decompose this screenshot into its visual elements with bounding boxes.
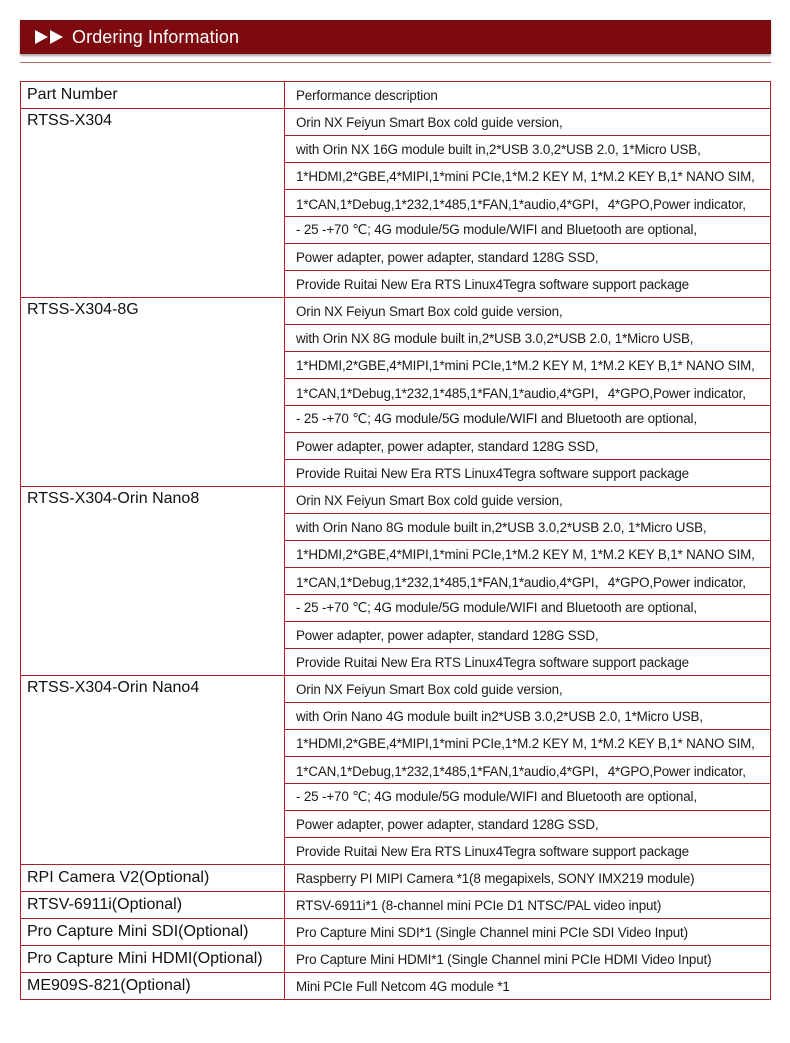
description-cell: with Orin NX 8G module built in,2*USB 3.0,2*USB 2.0, 1*Micro USB, xyxy=(285,325,771,352)
description-cell: 1*CAN,1*Debug,1*232,1*485,1*FAN,1*audio,4*GPI，4*GPO,Power indicator, xyxy=(285,190,771,217)
description-cell: 1*CAN,1*Debug,1*232,1*485,1*FAN,1*audio,4*GPI，4*GPO,Power indicator, xyxy=(285,379,771,406)
part-number-cell: RTSS-X304-Orin Nano8 xyxy=(21,487,285,676)
description-cell: 1*CAN,1*Debug,1*232,1*485,1*FAN,1*audio,4*GPI，4*GPO,Power indicator, xyxy=(285,757,771,784)
description-cell: Power adapter, power adapter, standard 128G SSD, xyxy=(285,811,771,838)
description-cell: 1*HDMI,2*GBE,4*MIPI,1*mini PCIe,1*M.2 KEY M, 1*M.2 KEY B,1* NANO SIM, xyxy=(285,163,771,190)
part-number-cell: ME909S-821(Optional) xyxy=(21,973,285,1000)
description-cell: Power adapter, power adapter, standard 128G SSD, xyxy=(285,622,771,649)
column-header-description: Performance description xyxy=(285,82,771,109)
description-cell: 1*HDMI,2*GBE,4*MIPI,1*mini PCIe,1*M.2 KEY M, 1*M.2 KEY B,1* NANO SIM, xyxy=(285,541,771,568)
description-cell: Power adapter, power adapter, standard 128G SSD, xyxy=(285,433,771,460)
part-number-cell: Pro Capture Mini HDMI(Optional) xyxy=(21,946,285,973)
description-cell: - 25 -+70 ℃; 4G module/5G module/WIFI and Bluetooth are optional, xyxy=(285,406,771,433)
description-cell: Provide Ruitai New Era RTS Linux4Tegra software support package xyxy=(285,460,771,487)
part-number-cell: RTSS-X304-Orin Nano4 xyxy=(21,676,285,865)
description-cell: with Orin Nano 8G module built in,2*USB 3.0,2*USB 2.0, 1*Micro USB, xyxy=(285,514,771,541)
section-title: Ordering Information xyxy=(72,26,240,47)
description-cell: Pro Capture Mini HDMI*1 (Single Channel mini PCIe HDMI Video Input) xyxy=(285,946,771,973)
table-row xyxy=(21,676,771,703)
table-row xyxy=(21,487,771,514)
description-cell: - 25 -+70 ℃; 4G module/5G module/WIFI and Bluetooth are optional, xyxy=(285,595,771,622)
description-cell: with Orin Nano 4G module built in2*USB 3.0,2*USB 2.0, 1*Micro USB, xyxy=(285,703,771,730)
double-arrow-right-icon xyxy=(35,30,65,44)
column-header-part-number: Part Number xyxy=(21,82,285,109)
table-row xyxy=(21,919,771,946)
table-row xyxy=(21,109,771,136)
part-number-cell: RPI Camera V2(Optional) xyxy=(21,865,285,892)
part-number-cell: RTSV-6911i(Optional) xyxy=(21,892,285,919)
description-cell: 1*HDMI,2*GBE,4*MIPI,1*mini PCIe,1*M.2 KEY M, 1*M.2 KEY B,1* NANO SIM, xyxy=(285,352,771,379)
description-cell: RTSV-6911i*1 (8-channel mini PCIe D1 NTSC/PAL video input) xyxy=(285,892,771,919)
description-cell: Provide Ruitai New Era RTS Linux4Tegra software support package xyxy=(285,838,771,865)
description-cell: Raspberry PI MIPI Camera *1(8 megapixels, SONY IMX219 module) xyxy=(285,865,771,892)
description-cell: Provide Ruitai New Era RTS Linux4Tegra software support package xyxy=(285,271,771,298)
ordering-table xyxy=(20,81,771,1000)
description-cell: with Orin NX 16G module built in,2*USB 3.0,2*USB 2.0, 1*Micro USB, xyxy=(285,136,771,163)
table-row xyxy=(21,865,771,892)
table-row xyxy=(21,946,771,973)
description-cell: Orin NX Feiyun Smart Box cold guide version, xyxy=(285,487,771,514)
description-cell: - 25 -+70 ℃; 4G module/5G module/WIFI and Bluetooth are optional, xyxy=(285,217,771,244)
header-divider xyxy=(20,62,771,63)
description-cell: Orin NX Feiyun Smart Box cold guide version, xyxy=(285,109,771,136)
table-row xyxy=(21,892,771,919)
description-cell: Power adapter, power adapter, standard 128G SSD, xyxy=(285,244,771,271)
description-cell: 1*CAN,1*Debug,1*232,1*485,1*FAN,1*audio,4*GPI，4*GPO,Power indicator, xyxy=(285,568,771,595)
section-header-banner xyxy=(20,20,771,54)
description-cell: - 25 -+70 ℃; 4G module/5G module/WIFI and Bluetooth are optional, xyxy=(285,784,771,811)
description-cell: 1*HDMI,2*GBE,4*MIPI,1*mini PCIe,1*M.2 KEY M, 1*M.2 KEY B,1* NANO SIM, xyxy=(285,730,771,757)
table-row xyxy=(21,973,771,1000)
description-cell: Orin NX Feiyun Smart Box cold guide version, xyxy=(285,676,771,703)
description-cell: Provide Ruitai New Era RTS Linux4Tegra software support package xyxy=(285,649,771,676)
description-cell: Mini PCIe Full Netcom 4G module *1 xyxy=(285,973,771,1000)
table-row xyxy=(21,298,771,325)
part-number-cell: RTSS-X304 xyxy=(21,109,285,298)
part-number-cell: Pro Capture Mini SDI(Optional) xyxy=(21,919,285,946)
table-header-row xyxy=(21,82,771,109)
description-cell: Pro Capture Mini SDI*1 (Single Channel mini PCIe SDI Video Input) xyxy=(285,919,771,946)
part-number-cell: RTSS-X304-8G xyxy=(21,298,285,487)
description-cell: Orin NX Feiyun Smart Box cold guide version, xyxy=(285,298,771,325)
